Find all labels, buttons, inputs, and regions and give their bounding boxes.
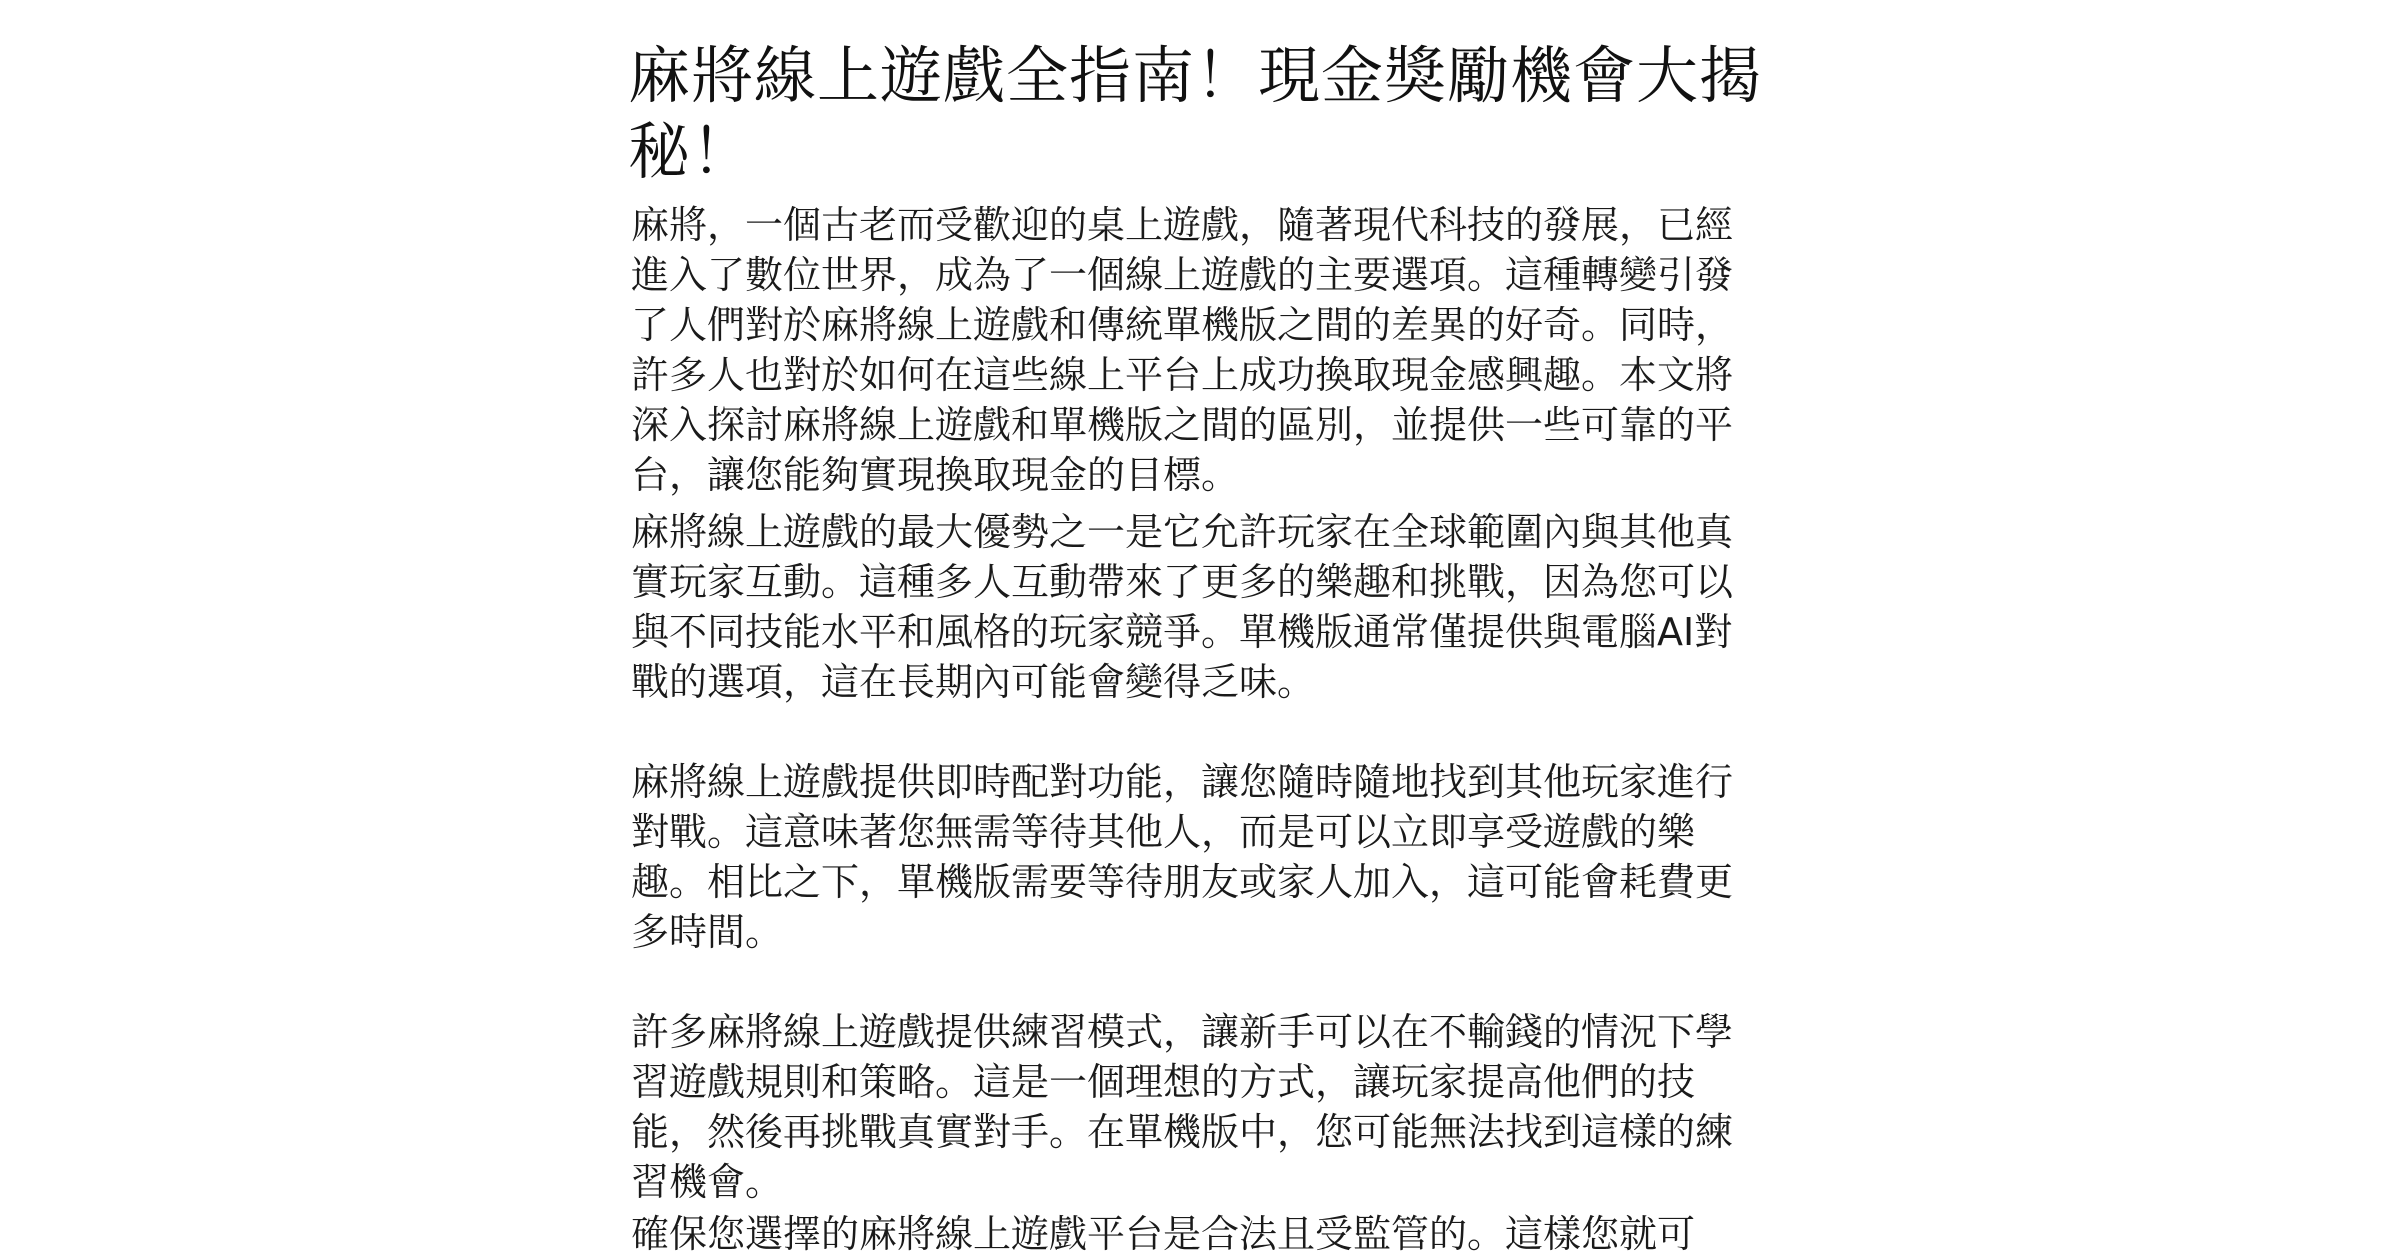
paragraph-matchmaking: 麻將線上遊戲提供即時配對功能，讓您隨時隨地找到其他玩家進行對戰。這意味著您無需等待其他人，而是可以立即享受遊戲的樂趣。相比之下，單機版需要等待朋友或家人加入，這可能會耗費更多時間。: [631, 760, 1734, 954]
article: [628, 38, 1778, 1259]
article-title: 麻將線上遊戲全指南！現金獎勵機會大揭秘！: [628, 39, 1763, 188]
paragraph-multiplayer: 麻將線上遊戲的最大優勢之一是它允許玩家在全球範圍內與其他真實玩家互動。這種多人互動帶來了更多的樂趣和挑戰，因為您可以與不同技能水平和風格的玩家競爭。單機版通常僅提供與電腦AI對戰的選項，這在長期內可能會變得乏味。: [631, 510, 1734, 704]
paragraph-practice-mode: 許多麻將線上遊戲提供練習模式，讓新手可以在不輸錢的情況下學習遊戲規則和策略。這是一個理想的方式，讓玩家提高他們的技能，然後再挑戰真實對手。在單機版中，您可能無法找到這樣的練習機會。: [631, 1010, 1734, 1204]
paragraph-legal-platform: 確保您選擇的麻將線上遊戲平台是合法且受監管的。這樣您就可: [631, 1212, 1696, 1256]
paragraph-intro: 麻將，一個古老而受歡迎的桌上遊戲，隨著現代科技的發展，已經進入了數位世界，成為了一個線上遊戲的主要選項。這種轉變引發了人們對於麻將線上遊戲和傳統單機版之間的差異的好奇。同時，許多人也對於如何在這些線上平台上成功換取現金感興趣。本文將深入探討麻將線上遊戲和單機版之間的區別，並提供一些可靠的平台，讓您能夠實現換取現金的目標。: [631, 203, 1734, 497]
